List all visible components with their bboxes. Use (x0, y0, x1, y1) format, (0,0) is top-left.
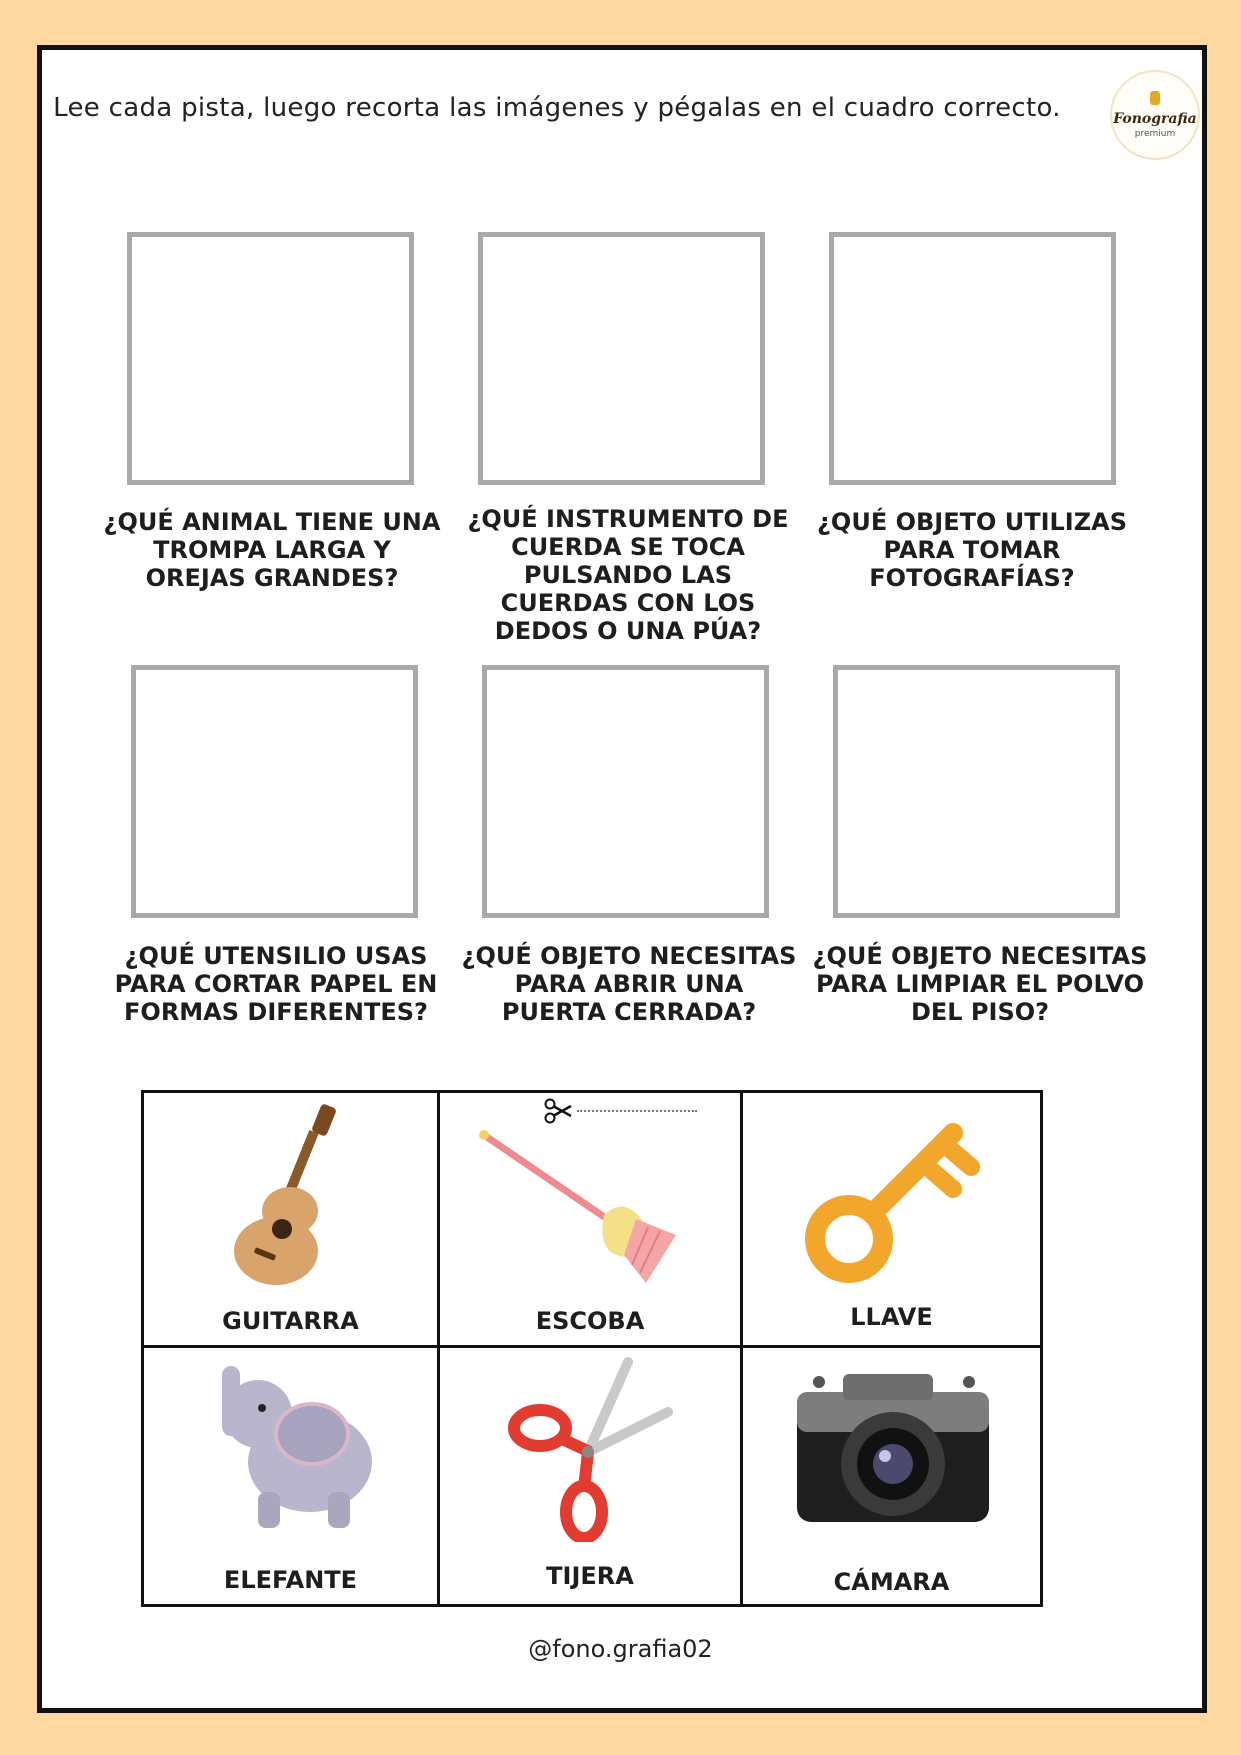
answer-slot-3[interactable] (829, 232, 1116, 485)
card-label: LLAVE (850, 1303, 933, 1331)
key-icon (803, 1099, 983, 1289)
pencil-icon (1150, 91, 1160, 105)
clue-4: ¿QUÉ UTENSILIO USAS PARA CORTAR PAPEL EN FORMAS DIFERENTES? (114, 942, 438, 1026)
answer-slot-2[interactable] (478, 232, 765, 485)
broom-icon (476, 1115, 696, 1295)
answer-slot-5[interactable] (482, 665, 769, 918)
brand-logo (1110, 70, 1200, 160)
elephant-icon (200, 1352, 390, 1542)
clue-1: ¿QUÉ ANIMAL TIENE UNA TROMPA LARGA Y OREJAS GRANDES? (103, 508, 441, 592)
footer-handle: @fono.grafia02 (528, 1635, 713, 1663)
card-label: TIJERA (546, 1562, 634, 1590)
logo-subtext: premium (1134, 129, 1176, 139)
logo-text: Fonografia (1113, 111, 1197, 127)
card-label: ESCOBA (535, 1307, 645, 1335)
camera-icon (783, 1352, 1003, 1542)
scissors-icon (498, 1352, 688, 1542)
answer-slot-1[interactable] (127, 232, 414, 485)
clue-3: ¿QUÉ OBJETO UTILIZAS PARA TOMAR FOTOGRAFÍAS? (817, 508, 1127, 592)
card-camara[interactable] (743, 1348, 1040, 1604)
clue-2: ¿QUÉ INSTRUMENTO DE CUERDA SE TOCA PULSANDO LAS CUERDAS CON LOS DEDOS O UNA PÚA? (467, 505, 789, 645)
answer-slot-4[interactable] (131, 665, 418, 918)
clue-6: ¿QUÉ OBJETO NECESITAS PARA LIMPIAR EL POLVO DEL PISO? (812, 942, 1148, 1026)
instruction-text: Lee cada pista, luego recorta las imágenes y pégalas en el cuadro correcto. (53, 93, 1061, 123)
card-label: CÁMARA (833, 1568, 950, 1596)
card-escoba[interactable] (440, 1093, 740, 1345)
card-tijera[interactable] (440, 1348, 740, 1604)
clue-5: ¿QUÉ OBJETO NECESITAS PARA ABRIR UNA PUERTA CERRADA? (461, 942, 797, 1026)
card-label: GUITARRA (222, 1307, 359, 1335)
card-guitarra[interactable] (144, 1093, 437, 1345)
card-elefante[interactable] (144, 1348, 437, 1604)
card-llave[interactable] (743, 1093, 1040, 1345)
guitar-icon (224, 1101, 364, 1291)
answer-slot-6[interactable] (833, 665, 1120, 918)
card-label: ELEFANTE (223, 1566, 358, 1594)
cutout-grid (141, 1090, 1043, 1607)
